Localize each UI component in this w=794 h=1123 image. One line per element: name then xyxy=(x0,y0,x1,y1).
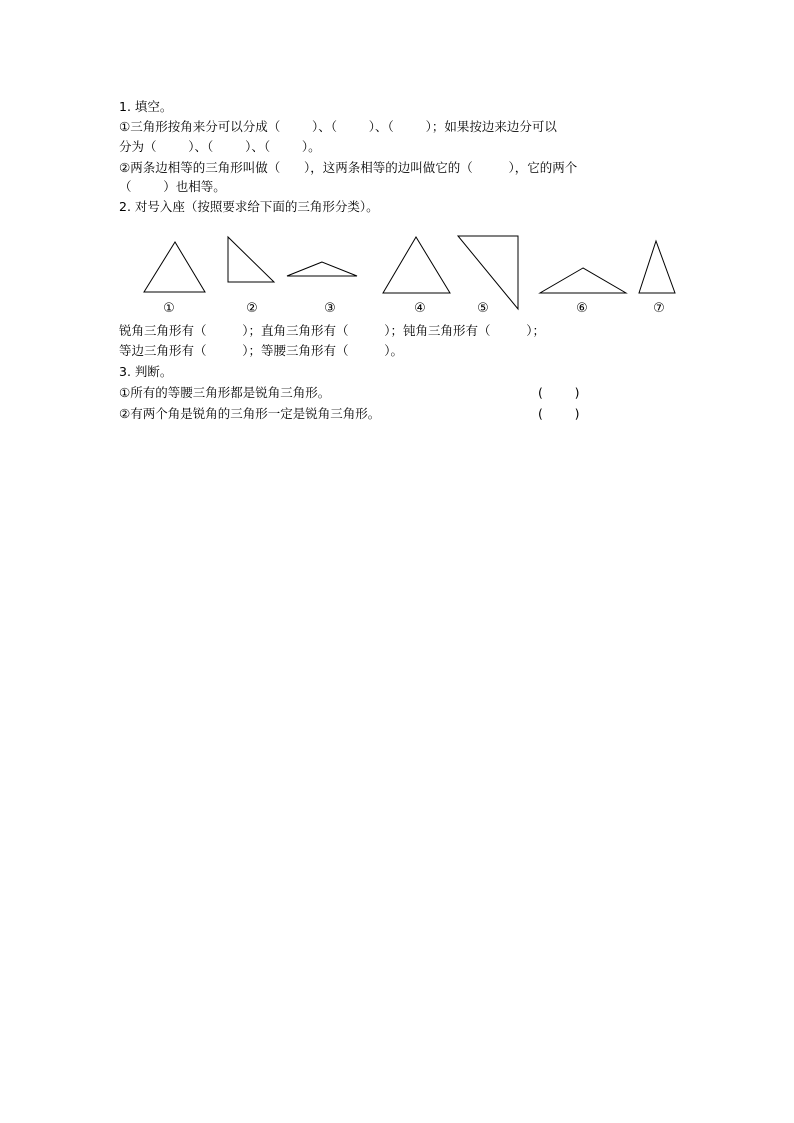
triangle-7 xyxy=(639,241,675,293)
q1-item2-line2: （ ）也相等。 xyxy=(119,179,226,194)
triangle-figures xyxy=(0,0,794,330)
q2-answer-line1: 锐角三角形有（ ）；直角三角形有（ ）；钝角三角形有（ ）； xyxy=(119,323,546,338)
triangle-label-1: ① xyxy=(163,301,175,316)
q1-item1-line1: ①三角形按角来分可以分成（ ）、（ ）、（ ）；如果按边来边分可以 xyxy=(119,119,557,134)
triangle-label-5: ⑤ xyxy=(477,301,489,316)
q3-heading: 3. 判断。 xyxy=(119,364,173,379)
q3-item-1-answer-paren: ( ) xyxy=(538,385,580,400)
q3-item-1: ①所有的等腰三角形都是锐角三角形。 xyxy=(119,385,331,400)
triangle-label-3: ③ xyxy=(324,301,336,316)
q2-answer-line2: 等边三角形有（ ）；等腰三角形有（ ）。 xyxy=(119,343,404,358)
triangle-label-4: ④ xyxy=(414,301,426,316)
q1-item2-line1: ②两条边相等的三角形叫做（ ），这两条相等的边叫做它的（ ），它的两个 xyxy=(119,160,578,175)
q2-heading: 2. 对号入座（按照要求给下面的三角形分类）。 xyxy=(119,199,379,214)
triangle-6 xyxy=(540,268,626,293)
q1-item1-line2: 分为（ ）、（ ）、（ ）。 xyxy=(119,139,321,154)
triangle-label-7: ⑦ xyxy=(653,301,665,316)
triangle-5 xyxy=(458,236,518,309)
triangle-label-6: ⑥ xyxy=(576,301,588,316)
triangle-3 xyxy=(287,262,357,276)
triangle-4 xyxy=(383,237,450,293)
q3-item-2: ②有两个角是锐角的三角形一定是锐角三角形。 xyxy=(119,406,381,421)
q3-item-2-answer-paren: ( ) xyxy=(538,406,580,421)
triangle-label-2: ② xyxy=(246,301,258,316)
triangle-2 xyxy=(228,237,274,282)
triangle-1 xyxy=(144,242,205,292)
q1-heading: 1. 填空。 xyxy=(119,99,173,114)
